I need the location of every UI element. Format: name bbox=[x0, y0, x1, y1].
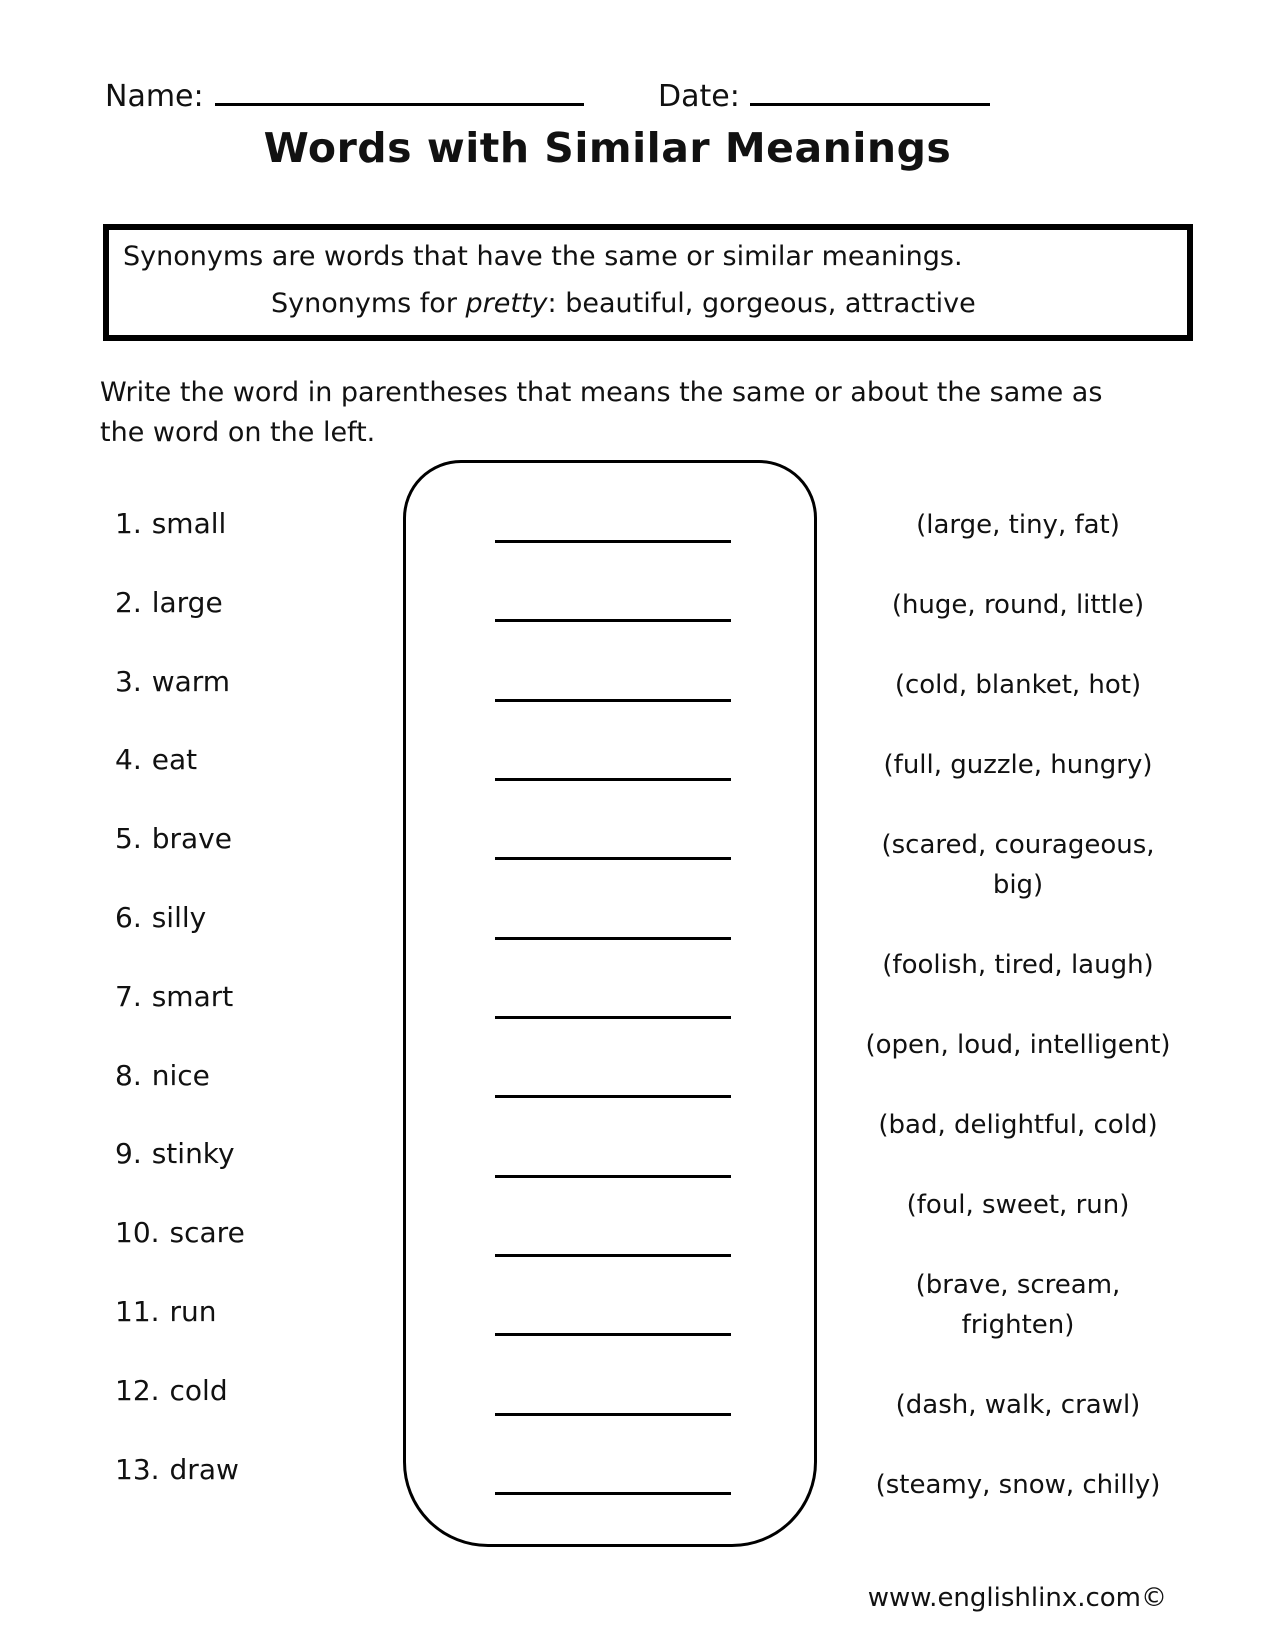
answer-blank-row bbox=[406, 1254, 814, 1333]
option-group-line: (huge, round, little) bbox=[891, 590, 1145, 620]
answer-blank-line[interactable] bbox=[495, 619, 731, 622]
option-group-line: big) bbox=[992, 870, 1044, 900]
word-item bbox=[115, 1450, 245, 1529]
example-prefix: Synonyms for bbox=[271, 288, 466, 319]
option-group-line: (scared, courageous, bbox=[881, 830, 1155, 860]
answer-blank-line[interactable] bbox=[495, 1413, 731, 1416]
instructions-line: the word on the left. bbox=[100, 417, 376, 448]
item-number: 10. bbox=[115, 1216, 160, 1250]
option-group-line: (dash, walk, crawl) bbox=[895, 1390, 1141, 1420]
item-number: 13. bbox=[115, 1452, 160, 1486]
answer-blank-row bbox=[406, 1413, 814, 1492]
item-word: run bbox=[169, 1294, 217, 1328]
item-number: 7. bbox=[115, 979, 142, 1013]
item-word: silly bbox=[151, 900, 207, 934]
answer-blank-row bbox=[406, 1175, 814, 1254]
option-group-line: frighten) bbox=[961, 1310, 1075, 1340]
answer-box bbox=[403, 460, 817, 1547]
footer-website: www.englishlinx.com© bbox=[867, 1583, 1167, 1613]
option-group bbox=[828, 585, 1208, 625]
definition-example bbox=[271, 287, 1177, 321]
answer-blank-row bbox=[406, 699, 814, 778]
item-number: 6. bbox=[115, 900, 142, 934]
answer-blank-line[interactable] bbox=[495, 699, 731, 702]
item-number: 2. bbox=[115, 585, 142, 619]
option-group bbox=[828, 945, 1208, 985]
word-item bbox=[115, 504, 245, 583]
answer-blank-line[interactable] bbox=[495, 1254, 731, 1257]
definition-text: Synonyms are words that have the same or similar meanings. bbox=[123, 241, 963, 272]
name-blank-line[interactable] bbox=[215, 103, 584, 106]
instructions-line: Write the word in parentheses that means the same or about the same as bbox=[100, 377, 1103, 408]
option-group-line: (open, loud, intelligent) bbox=[865, 1030, 1171, 1060]
answer-blank-line[interactable] bbox=[495, 1492, 731, 1495]
item-word: eat bbox=[151, 743, 198, 777]
option-group bbox=[828, 825, 1208, 905]
item-number: 3. bbox=[115, 664, 142, 698]
item-number: 8. bbox=[115, 1058, 142, 1092]
answer-blank-line[interactable] bbox=[495, 1016, 731, 1019]
item-word: brave bbox=[151, 822, 232, 856]
option-group-line: (foul, sweet, run) bbox=[906, 1190, 1130, 1220]
item-word: large bbox=[151, 585, 223, 619]
item-word: stinky bbox=[151, 1137, 235, 1171]
item-number: 4. bbox=[115, 743, 142, 777]
option-group-line: (brave, scream, bbox=[915, 1270, 1121, 1300]
option-group-line: (bad, delightful, cold) bbox=[878, 1110, 1158, 1140]
option-group-line: (full, guzzle, hungry) bbox=[883, 750, 1153, 780]
answer-blank-row bbox=[406, 540, 814, 619]
item-word: warm bbox=[151, 664, 231, 698]
item-word: nice bbox=[151, 1058, 210, 1092]
name-row bbox=[105, 79, 584, 115]
example-word: pretty bbox=[465, 288, 548, 319]
word-item bbox=[115, 1134, 245, 1213]
answer-blank-row bbox=[406, 1492, 814, 1547]
item-word: draw bbox=[169, 1452, 239, 1486]
option-group bbox=[828, 505, 1208, 545]
word-item bbox=[115, 1292, 245, 1371]
word-item bbox=[115, 819, 245, 898]
item-word: scare bbox=[169, 1216, 245, 1250]
option-group bbox=[828, 665, 1208, 705]
answer-blank-row bbox=[406, 1016, 814, 1095]
option-group bbox=[828, 745, 1208, 785]
word-item bbox=[115, 583, 245, 662]
option-group-line: (large, tiny, fat) bbox=[916, 510, 1120, 540]
answer-blank-row bbox=[406, 857, 814, 936]
word-item bbox=[115, 662, 245, 741]
item-number: 1. bbox=[115, 507, 142, 540]
word-item bbox=[115, 898, 245, 977]
date-row bbox=[658, 79, 990, 115]
answer-blank-line[interactable] bbox=[495, 778, 731, 781]
answer-blank-row bbox=[406, 1095, 814, 1174]
item-number: 5. bbox=[115, 822, 142, 856]
item-number: 9. bbox=[115, 1137, 142, 1171]
item-number: 11. bbox=[115, 1294, 160, 1328]
example-suffix: : beautiful, gorgeous, attractive bbox=[547, 288, 976, 319]
name-label: Name: bbox=[105, 79, 204, 114]
answer-blank-row bbox=[406, 1333, 814, 1412]
answer-blank-line[interactable] bbox=[495, 540, 731, 543]
answer-blank-line[interactable] bbox=[495, 1095, 731, 1098]
answer-blank-line[interactable] bbox=[495, 857, 731, 860]
options-column bbox=[828, 505, 1208, 1545]
word-item bbox=[115, 977, 245, 1056]
word-item bbox=[115, 1213, 245, 1292]
option-group bbox=[828, 1265, 1208, 1345]
option-group-line: (cold, blanket, hot) bbox=[894, 670, 1142, 700]
answer-blank-row bbox=[406, 619, 814, 698]
answer-blank-line[interactable] bbox=[495, 1333, 731, 1336]
option-group bbox=[828, 1105, 1208, 1145]
item-word: smart bbox=[151, 979, 234, 1013]
option-group bbox=[828, 1025, 1208, 1065]
date-label: Date: bbox=[658, 79, 740, 114]
option-group-line: (foolish, tired, laugh) bbox=[882, 950, 1154, 980]
answer-blank-row bbox=[406, 937, 814, 1016]
item-number: 12. bbox=[115, 1373, 160, 1407]
word-item bbox=[115, 1056, 245, 1135]
word-item bbox=[115, 1371, 245, 1450]
words-column bbox=[115, 504, 245, 1528]
definition-box bbox=[103, 224, 1193, 341]
option-group bbox=[828, 1385, 1208, 1425]
instructions bbox=[100, 373, 1190, 453]
item-word: cold bbox=[169, 1373, 228, 1407]
option-group bbox=[828, 1465, 1208, 1505]
option-group-line: (steamy, snow, chilly) bbox=[875, 1470, 1161, 1500]
word-item bbox=[115, 740, 245, 819]
answer-blank-line[interactable] bbox=[495, 1175, 731, 1178]
date-blank-line[interactable] bbox=[750, 103, 990, 106]
answer-blank-line[interactable] bbox=[495, 937, 731, 940]
option-group bbox=[828, 1185, 1208, 1225]
answer-blank-row bbox=[406, 778, 814, 857]
item-word: small bbox=[151, 507, 227, 540]
page-title: Words with Similar Meanings bbox=[263, 124, 952, 172]
